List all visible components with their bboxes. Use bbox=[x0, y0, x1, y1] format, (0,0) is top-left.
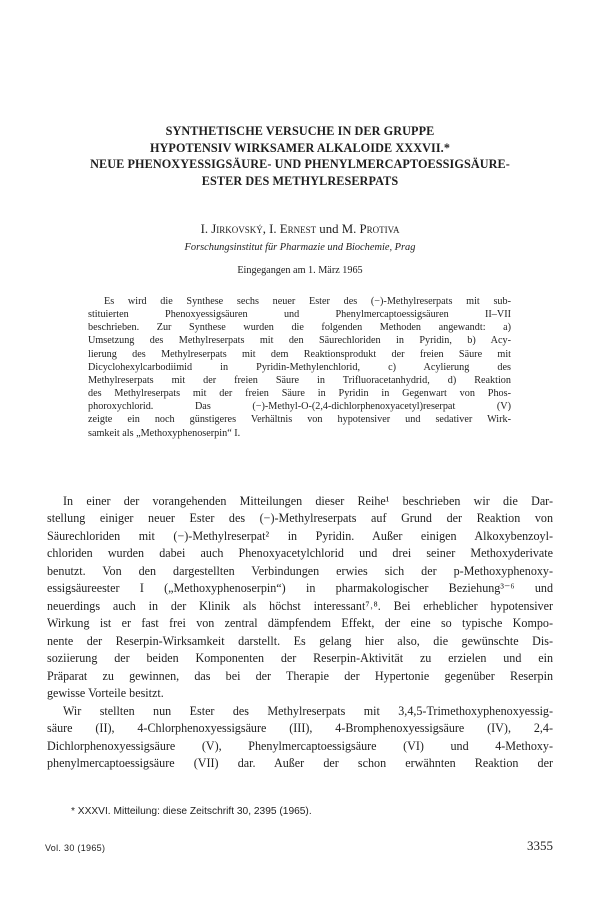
title-line-4: ESTER DES METHYLRESERPATS bbox=[201, 173, 399, 188]
title-line-3: NEUE PHENOXYESSIGSÄURE- UND PHENYLMERCAPTOESSIGSÄURE- bbox=[90, 157, 510, 171]
author-initial: I. bbox=[200, 222, 212, 236]
article-title bbox=[40, 123, 560, 189]
text-line: säure (II), 4-Chlorphenoxyessigsäure (III), 4-Bromphenoxyessigsäure (IV), 2,4- bbox=[47, 721, 553, 736]
text-line: Dichlorphenoxyessigsäure (V), Phenylmercaptoessigsäure (VI) und 4-Methoxy- bbox=[47, 738, 553, 753]
text-line: Dicyclohexylcarbodiimid in Pyridin-Methylenchlorid, c) Acylierung des bbox=[88, 361, 511, 373]
author-name-jirkovsky: Jirkovský bbox=[211, 222, 263, 236]
volume-footer: Vol. 30 (1965) bbox=[45, 843, 106, 853]
title-line-1: SYNTHETISCHE VERSUCHE IN DER GRUPPE bbox=[165, 124, 435, 138]
text-line: des Methylreserpats mit der freien Säure in Pyridin in Gegenwart von Phos- bbox=[88, 388, 511, 400]
text-line: chloriden wurden dabei auch Phenoxyacetylchlorid und drei seiner Methoxyderivate bbox=[47, 546, 553, 561]
text-line: Umsetzung des Methylreserpats mit den Säurechloriden in Pyridin, b) Acy- bbox=[88, 335, 511, 347]
text-line: Wirkung ist er fast frei von zentral dämpfendem Effekt, der eine so typische Kompo- bbox=[47, 616, 553, 631]
author-line bbox=[40, 222, 560, 237]
author-name-ernest: Ernest bbox=[279, 222, 317, 236]
text-line: lierung des Methylreserpats mit dem Reaktionsprodukt der freien Säure mit bbox=[88, 348, 511, 360]
text-line: Wir stellten nun Ester des Methylreserpats mit 3,4,5-Trimethoxyphenoxyessig- bbox=[63, 704, 553, 718]
text-line: zeigte ein noch günstigeres Verhältnis von hypotensiver und sedativer Wirk- bbox=[88, 414, 511, 426]
author-separator: , I. bbox=[262, 222, 280, 236]
text-line: beschrieben. Zur Synthese wurden die folgenden Methoden angewandt: a) bbox=[88, 322, 511, 334]
text-line: essigsäureester I („Methoxyphenoserpin“) in pharmakologischer Beziehung³⁻⁶ und bbox=[47, 581, 553, 596]
affiliation: Forschungsinstitut für Pharmazie und Biochemie, Prag bbox=[184, 242, 416, 253]
text-line: benutzt. Von den dargestellten Verbindungen erwies sich der p-Methoxyphenoxy- bbox=[47, 563, 553, 578]
text-line: Säurechloriden mit (−)-Methylreserpat² in Pyridin. Außer einigen Alkoxybenzoyl- bbox=[47, 528, 553, 543]
author-name-protiva: Protiva bbox=[359, 222, 400, 236]
text-line: gewisse Vorteile besitzt. bbox=[47, 685, 164, 700]
text-line: In einer der vorangehenden Mitteilungen dieser Reihe¹ beschrieben wir die Dar- bbox=[63, 494, 553, 508]
title-line-2: HYPOTENSIV WIRKSAMER ALKALOIDE XXXVII.* bbox=[149, 140, 451, 155]
body-paragraph-1 bbox=[47, 493, 553, 702]
text-line: phenylmercaptoessigsäure (VII) dar. Außer der schon erwähnten Reaktion der bbox=[47, 756, 553, 771]
text-line: soziierung der beiden Komponenten der Reserpin-Aktivität zu erzielen und ein bbox=[47, 651, 553, 666]
body-paragraph-2 bbox=[47, 703, 553, 773]
author-separator: und M. bbox=[316, 222, 360, 236]
text-line: neuerdings auch in der Klinik als höchst interessant⁷˒⁸. Bei erheblicher hypotensiver bbox=[47, 598, 553, 613]
text-line: phoroxychlorid. Das (−)-Methyl-O-(2,4-dichlorphenoxyacetyl)reserpat (V) bbox=[88, 401, 511, 413]
text-line: Methylreserpats mit der freien Säure in Trifluoracetanhydrid, d) Reaktion bbox=[88, 374, 511, 386]
page-number: 3355 bbox=[527, 838, 553, 853]
received-date: Eingegangen am 1. März 1965 bbox=[237, 265, 363, 276]
text-line: stituierten Phenoxyessigsäuren und Phenylmercaptoessigsäuren II–VII bbox=[88, 309, 511, 321]
text-line: Es wird die Synthese sechs neuer Ester des (−)-Methylreserpats mit sub- bbox=[104, 296, 511, 307]
text-line: nente der Reserpin-Wirksamkeit darstellt. Es gelang hier also, die gewünschte Dis- bbox=[47, 633, 553, 648]
abstract bbox=[88, 295, 511, 440]
text-line: stellung einiger neuer Ester des (−)-Methylreserpats auf Grund der Reaktion von bbox=[47, 511, 553, 526]
footnote: * XXXVI. Mitteilung: diese Zeitschrift 30, 2395 (1965). bbox=[71, 806, 312, 817]
text-line: samkeit als „Methoxyphenoserpin“ I. bbox=[88, 427, 241, 439]
text-line: Präparat zu gewinnen, das bei der Therapie der Hypertonie gegenüber Reserpin bbox=[47, 668, 553, 683]
